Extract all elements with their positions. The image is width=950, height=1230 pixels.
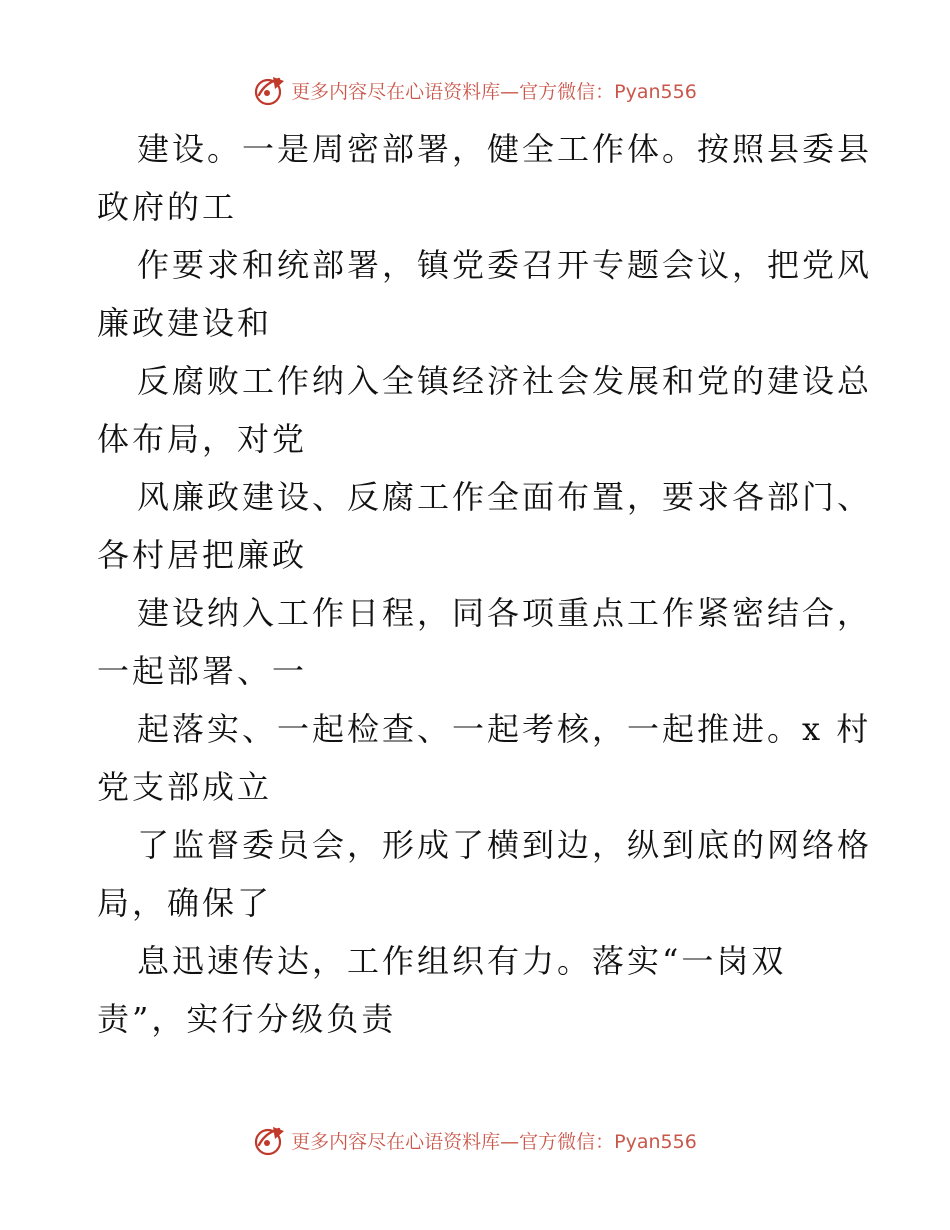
text-line: 责”，实行分级负责: [97, 1000, 397, 1038]
footer-watermark-inner: [253, 1123, 697, 1157]
text-line: 政府的工: [97, 188, 238, 226]
text-line: 风廉政建设、反腐工作全面布置，要求各部门、: [137, 478, 873, 516]
header-watermark: [0, 70, 950, 110]
paragraph: [97, 120, 873, 1048]
text-line: 息迅速传达，工作组织有力。落实“一岗双: [137, 942, 787, 980]
text-line: 作要求和统部署，镇党委召开专题会议，把党风: [137, 246, 873, 284]
footer-watermark: [0, 1120, 950, 1160]
text-line: 建设。一是周密部署，健全工作体。按照县委县: [137, 130, 873, 168]
pen-logo-icon: [253, 73, 287, 107]
text-line: 反腐败工作纳入全镇经济社会发展和党的建设总: [137, 362, 873, 400]
text-line: 各村居把廉政: [97, 536, 308, 574]
text-line: 建设纳入工作日程，同各项重点工作紧密结合，: [137, 594, 873, 632]
header-watermark-text: 更多内容尽在心语资料库—官方微信：Pyan556: [291, 80, 697, 103]
text-line: 廉政建设和: [97, 304, 273, 342]
footer-watermark-text: 更多内容尽在心语资料库—官方微信：Pyan556: [291, 1130, 697, 1153]
header-watermark-inner: [253, 73, 697, 107]
text-line: 一起部署、一: [97, 652, 308, 690]
text-line: 党支部成立: [97, 768, 273, 806]
text-line: 了监督委员会，形成了横到边，纵到底的网络格: [137, 826, 873, 864]
text-line: 局，确保了: [97, 884, 273, 922]
text-line: 起落实、一起检查、一起考核，一起推进。x 村: [137, 710, 872, 748]
document-body: [97, 120, 873, 1048]
pen-logo-icon: [253, 1123, 287, 1157]
text-line: 体布局，对党: [97, 420, 308, 458]
